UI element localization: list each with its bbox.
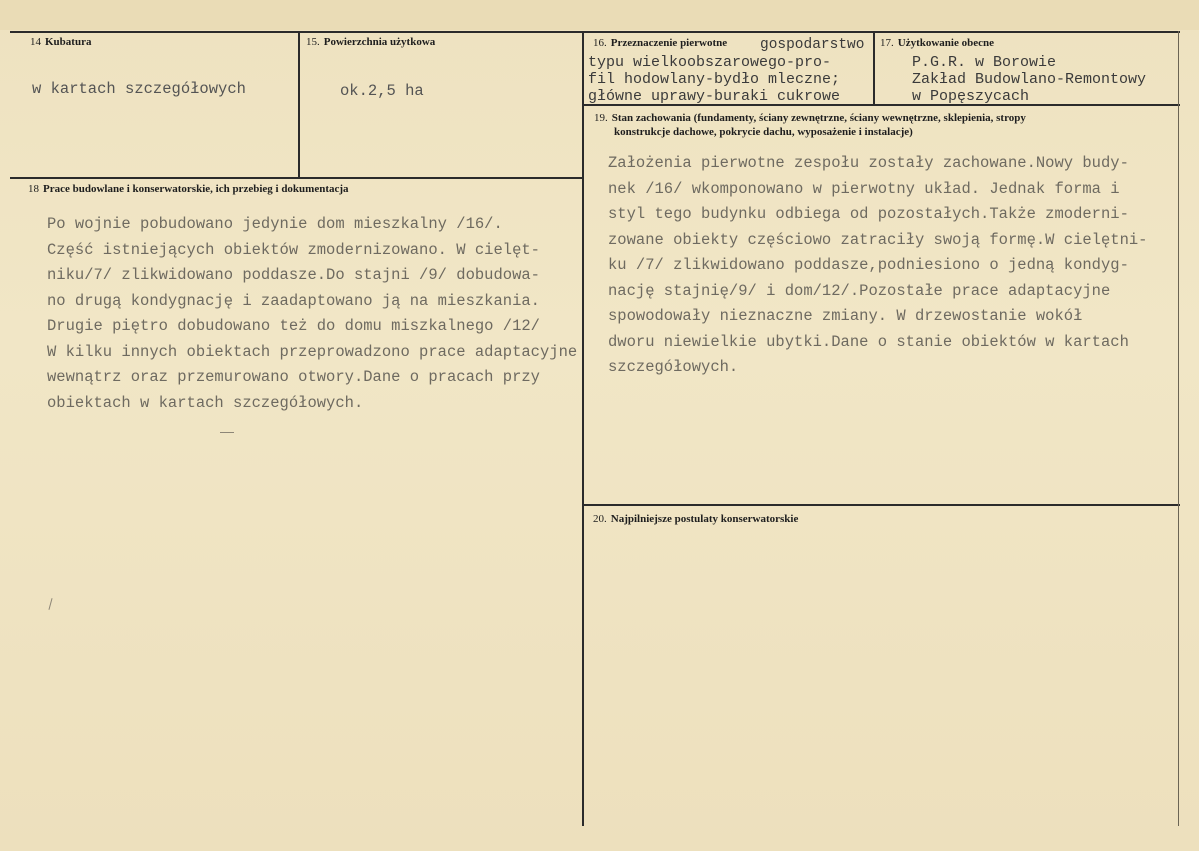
field-19-line-2: nek /16/ wkomponowano w pierwotny układ. Jednak forma i xyxy=(608,179,1120,198)
field-17-line-3: w Popęszycach xyxy=(912,88,1030,105)
field-18-label xyxy=(28,183,349,196)
field-20-number: 20. xyxy=(593,513,607,525)
field-16-line-2: typu wielkoobszarowego-pro- xyxy=(588,54,832,71)
field-19-text xyxy=(608,151,1148,381)
top-rule xyxy=(10,31,1180,33)
field-17-line-1: P.G.R. w Borowie xyxy=(912,54,1057,71)
field-19-line-6: nację stajnię/9/ i dom/12/.Pozostałe prace adaptacyjne xyxy=(608,281,1111,300)
field-16-line-3: fil hodowlany-bydło mleczne; xyxy=(588,71,841,88)
field-19-line-9: szczegółowych. xyxy=(608,358,739,376)
field-18-line-8: obiektach w kartach szczegółowych. xyxy=(47,393,364,412)
field-18-line-5: Drugie piętro dobudowano też do domu miszkalnego /12/ xyxy=(47,317,540,335)
field-14-number: 14 xyxy=(30,36,41,48)
paper-mark xyxy=(220,432,234,433)
field-17-title: Użytkowanie obecne xyxy=(897,37,994,49)
field-18-line-4: no drugą kondygnację i zaadaptowano ją na mieszkania. xyxy=(47,291,540,310)
field-18-line-1: Po wojnie pobudowano jedynie dom mieszkalny /16/. xyxy=(47,215,503,233)
field-19-number: 19. xyxy=(594,112,608,124)
field-19-line-8: dworu niewielkie ubytki.Dane o stanie obiektów w kartach xyxy=(608,332,1129,351)
field-19-line-3: styl tego budynku odbiega od pozostałych.Także zmoderni- xyxy=(608,205,1129,223)
field-18-line-2: Część istniejących obiektów zmodernizowano. W cielęt- xyxy=(47,240,540,259)
paper-mark xyxy=(48,598,52,610)
field-18-line-3: niku/7/ zlikwidowano poddasze.Do stajni /9/ dobudowa- xyxy=(47,266,540,284)
field-15-label xyxy=(306,36,435,49)
field-18-number: 18 xyxy=(28,183,39,195)
field-19-title-2: konstrukcje dachowe, pokrycie dachu, wyposażenie i instalacje) xyxy=(614,126,913,138)
field-16-line-4: główne uprawy-buraki cukrowe xyxy=(588,88,841,105)
field-14-title: Kubatura xyxy=(45,36,92,48)
field-18-title: Prace budowlane i konserwatorskie, ich przebieg i dokumentacja xyxy=(43,183,349,195)
field-19-line-4: zowane obiekty częściowo zatraciły swoją formę.W cielętni- xyxy=(608,230,1148,249)
field-19-line-5: ku /7/ zlikwidowano poddasze,podniesiono o jedną kondyg- xyxy=(608,256,1129,274)
field-19-line-7: spowodowały nieznaczne zmiany. W drzewostanie wokół xyxy=(608,307,1083,325)
field-19-label xyxy=(594,112,1026,125)
field-17-line-2: Zakład Budowlano-Remontowy xyxy=(912,71,1147,88)
field-19-title-1: Stan zachowania (fundamenty, ściany zewnętrzne, ściany wewnętrzne, sklepienia, stropy xyxy=(611,112,1026,124)
card-top-edge xyxy=(0,0,1199,30)
field-15-title: Powierzchnia użytkowa xyxy=(323,36,436,48)
field-17-number: 17. xyxy=(880,37,894,49)
field-14-label xyxy=(30,36,91,49)
divider-16-17 xyxy=(873,31,875,104)
field-18-line-7: wewnątrz oraz przemurowano otwory.Dane o pracach przy xyxy=(47,368,540,386)
rule-above-20 xyxy=(583,504,1180,506)
field-19-line-1: Założenia pierwotne zespołu zostały zachowane.Nowy budy- xyxy=(608,154,1129,172)
field-18-text xyxy=(47,212,577,416)
field-18-line-6: W kilku innych obiektach przeprowadzono prace adaptacyjne xyxy=(47,342,578,361)
field-20-label xyxy=(593,513,798,526)
field-16-title: Przeznaczenie pierwotne xyxy=(610,37,728,49)
field-16-line-1: gospodarstwo xyxy=(760,37,865,53)
field-19-label-cont xyxy=(614,126,913,139)
divider-14-15 xyxy=(298,31,300,177)
rule-above-18 xyxy=(10,177,584,179)
field-15-value: ok.2,5 ha xyxy=(340,82,424,100)
field-16-number: 16. xyxy=(593,37,607,49)
field-16-label xyxy=(593,37,727,50)
field-17-label xyxy=(880,37,994,50)
field-20-title: Najpilniejsze postulaty konserwatorskie xyxy=(610,513,799,525)
main-vertical-divider xyxy=(582,31,584,826)
right-edge-rule xyxy=(1178,31,1179,826)
field-15-number: 15. xyxy=(306,36,320,48)
field-14-value: w kartach szczegółowych xyxy=(32,80,246,98)
